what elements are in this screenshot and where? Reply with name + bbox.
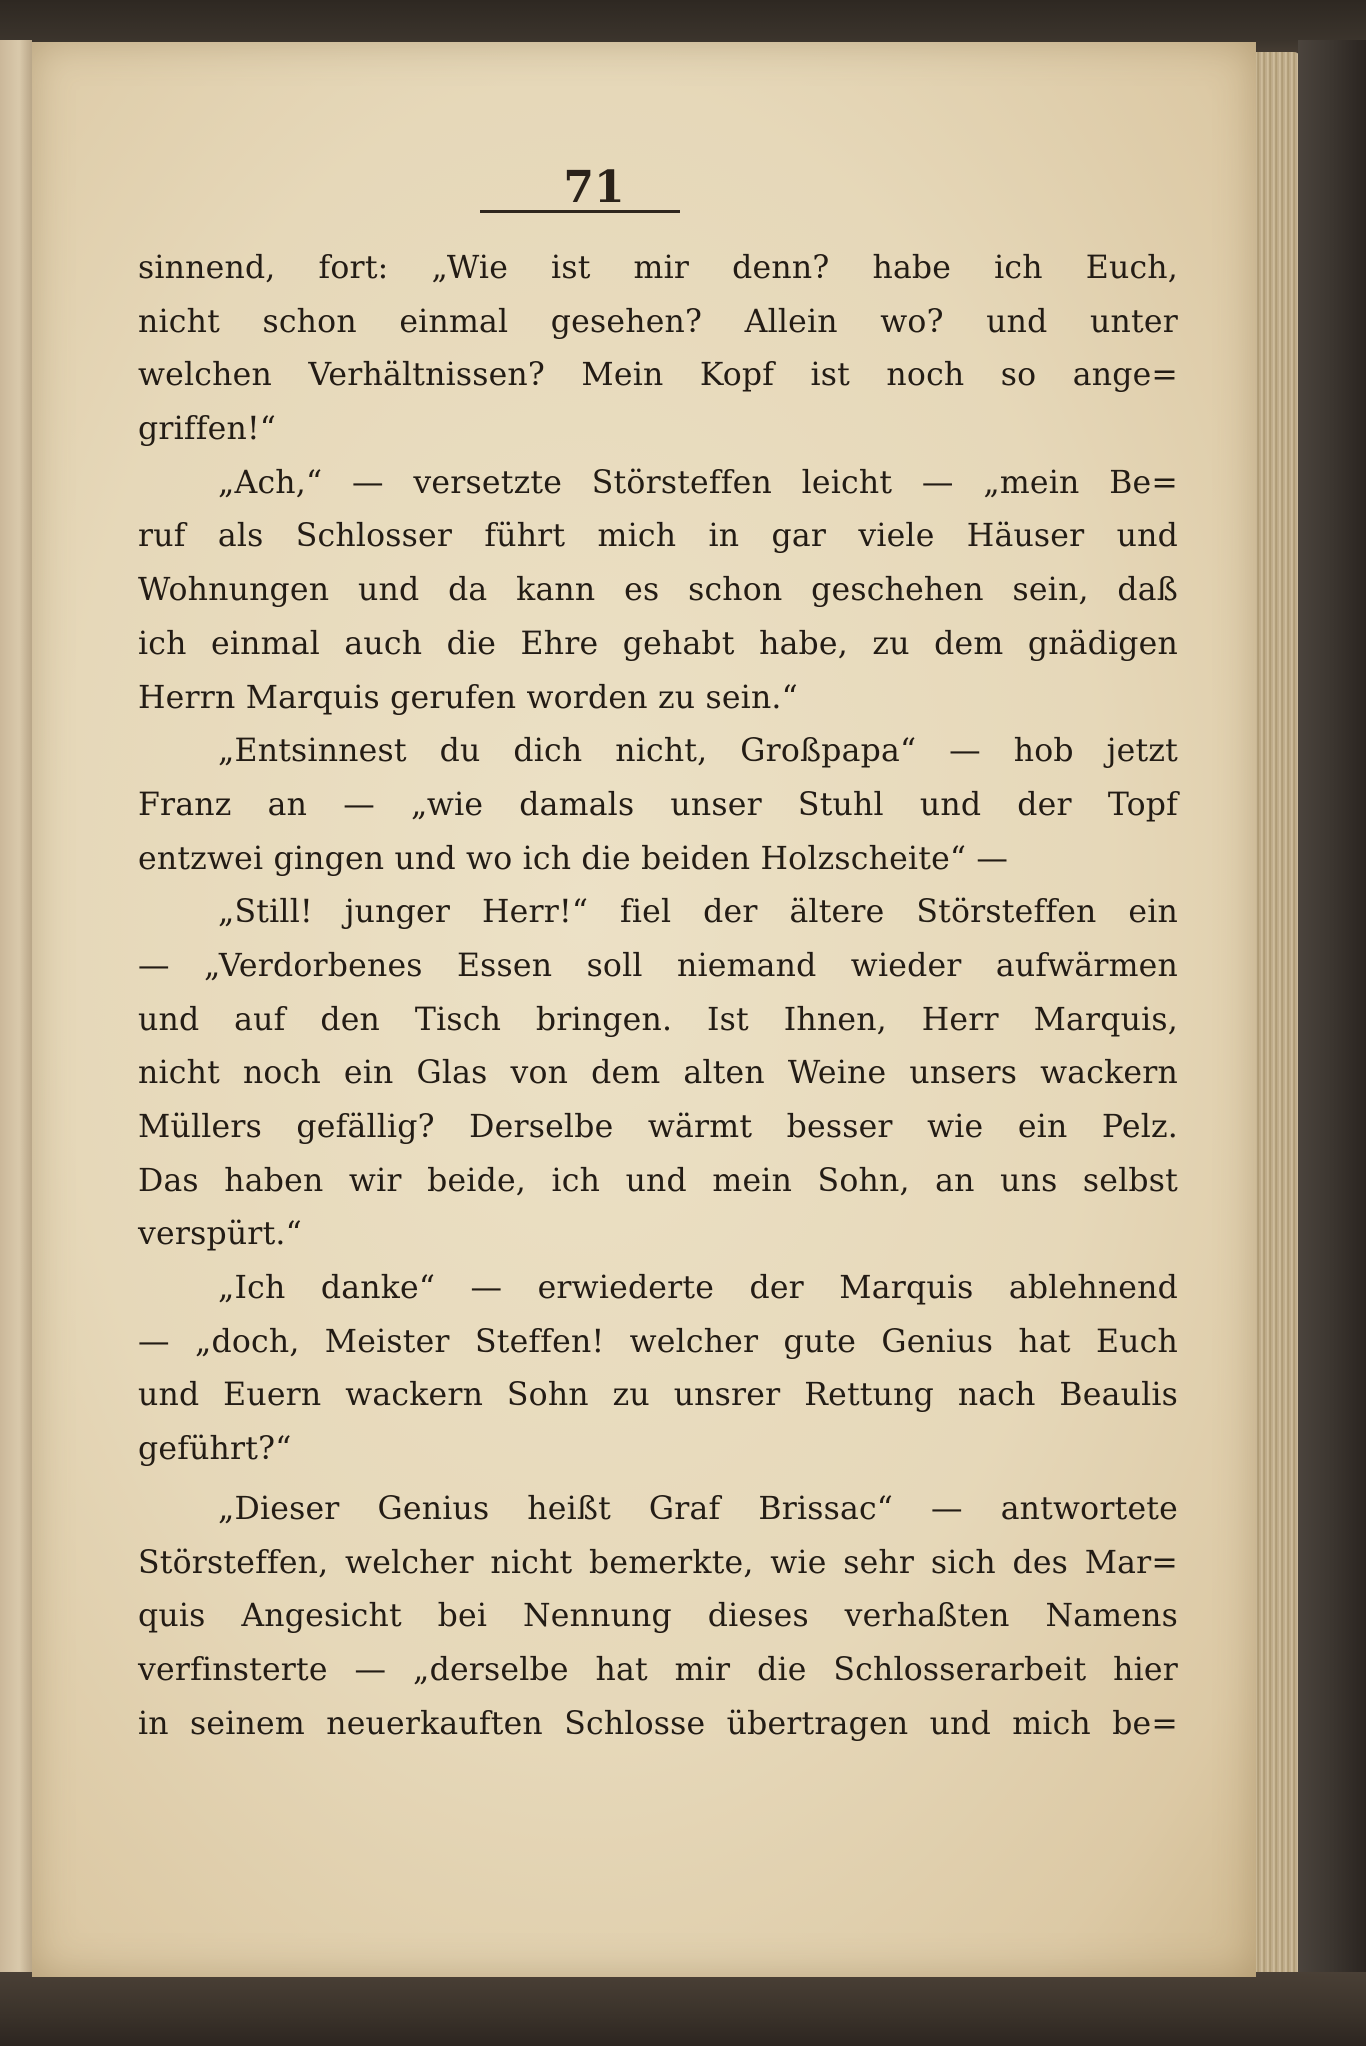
text-line: quis Angesicht bei Nennung dieses verhaßten Namens bbox=[138, 1598, 1178, 1635]
text-line: „Entsinnest du dich nicht, Großpapa“ — hob jetzt bbox=[218, 733, 1178, 770]
text-line: in seinem neuerkauften Schlosse übertragen und mich be= bbox=[138, 1705, 1178, 1742]
text-line: — „Verdorbenes Essen soll niemand wieder aufwärmen bbox=[138, 947, 1178, 984]
book-page bbox=[32, 42, 1256, 1977]
book-bottom-edge bbox=[0, 1972, 1366, 2046]
page-body-text bbox=[138, 242, 1178, 1751]
text-line: griffen!“ bbox=[138, 411, 277, 448]
text-line: und Euern wackern Sohn zu unsrer Rettung nach Beaulis bbox=[138, 1377, 1178, 1414]
text-line: verfinsterte — „derselbe hat mir die Schlosserarbeit hier bbox=[138, 1651, 1178, 1688]
text-line: Franz an — „wie damals unser Stuhl und der Topf bbox=[138, 786, 1178, 823]
text-line: sinnend, fort: „Wie ist mir denn? habe ich Euch, bbox=[138, 250, 1178, 286]
text-line: nicht noch ein Glas von dem alten Weine unsers wackern bbox=[138, 1055, 1178, 1092]
text-line: welchen Verhältnissen? Mein Kopf ist noch so ange= bbox=[138, 357, 1178, 394]
text-line: ruf als Schlosser führt mich in gar viele Häuser und bbox=[138, 518, 1178, 555]
text-line: Wohnungen und da kann es schon geschehen sein, daß bbox=[138, 572, 1178, 609]
text-line: nicht schon einmal gesehen? Allein wo? und unter bbox=[138, 303, 1178, 340]
text-line: „Ich danke“ — erwiederte der Marquis ablehnend bbox=[218, 1270, 1178, 1307]
text-line: Störsteffen, welcher nicht bemerkte, wie sehr sich des Mar= bbox=[138, 1544, 1178, 1581]
header-rule bbox=[480, 210, 680, 213]
book-cover-edge bbox=[1298, 40, 1366, 2046]
text-line: entzwei gingen und wo ich die beiden Holzscheite“ — bbox=[138, 840, 1009, 877]
text-line: — „doch, Meister Steffen! welcher gute Genius hat Euch bbox=[138, 1323, 1178, 1360]
text-line: Müllers gefällig? Derselbe wärmt besser wie ein Pelz. bbox=[138, 1109, 1178, 1145]
text-line: verspürt.“ bbox=[138, 1216, 302, 1253]
text-line: ich einmal auch die Ehre gehabt habe, zu dem gnädigen bbox=[138, 625, 1178, 662]
text-line: „Still! junger Herr!“ fiel der ältere Störsteffen ein bbox=[218, 894, 1178, 931]
text-line: Herrn Marquis gerufen worden zu sein.“ bbox=[138, 679, 798, 716]
page-number: 71 bbox=[563, 162, 625, 213]
text-line: „Dieser Genius heißt Graf Brissac“ — antwortete bbox=[218, 1490, 1178, 1527]
facing-page-edge bbox=[0, 40, 32, 2020]
text-line: und auf den Tisch bringen. Ist Ihnen, Herr Marquis, bbox=[138, 1001, 1178, 1038]
text-line: Das haben wir beide, ich und mein Sohn, an uns selbst bbox=[138, 1162, 1178, 1199]
text-line: geführt?“ bbox=[138, 1431, 292, 1468]
text-line: „Ach,“ — versetzte Störsteffen leicht — „mein Be= bbox=[218, 464, 1178, 501]
